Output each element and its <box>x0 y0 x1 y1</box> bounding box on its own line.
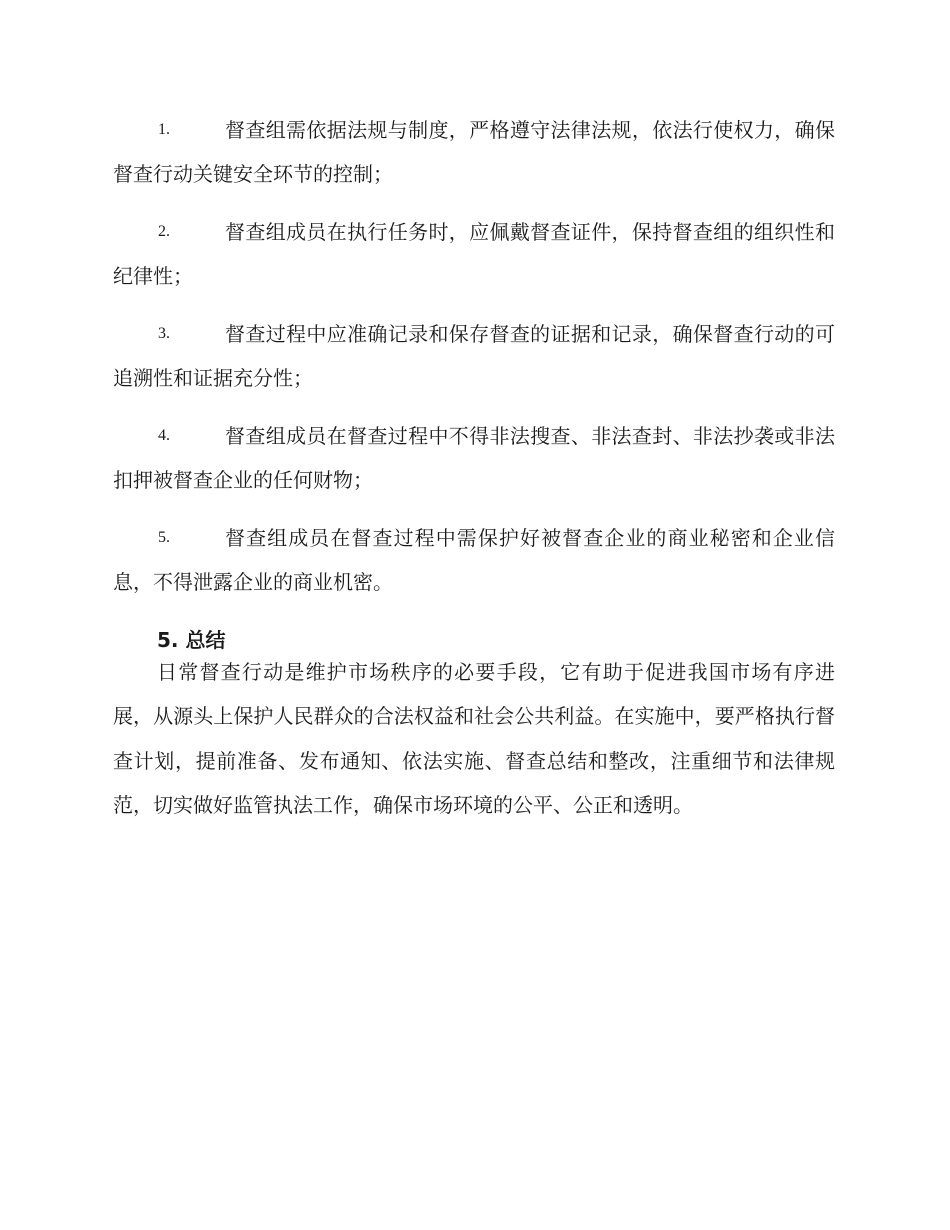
list-item <box>113 414 835 502</box>
list-item-text: 督查组成员在督查过程中需保护好被督查企业的商业秘密和企业信息，不得泄露企业的商业机密。 <box>113 526 835 594</box>
list-item-text: 督查组需依据法规与制度，严格遵守法律法规，依法行使权力，确保督查行动关键安全环节的控制； <box>113 118 835 186</box>
list-item <box>113 312 835 400</box>
list-item-number: 1. <box>158 121 170 138</box>
list-item <box>113 210 835 298</box>
list-item-text: 督查过程中应准确记录和保存督查的证据和记录，确保督查行动的可追溯性和证据充分性； <box>113 322 835 390</box>
list-item-number: 4. <box>158 427 170 444</box>
list-item <box>113 516 835 604</box>
list-item-number: 2. <box>158 223 170 240</box>
section-heading: 5. 总结 <box>157 628 226 652</box>
list-item-number: 3. <box>158 325 170 342</box>
list-item-text: 督查组成员在执行任务时，应佩戴督查证件，保持督查组的组织性和纪律性； <box>113 220 835 288</box>
list-item <box>113 108 835 196</box>
summary-paragraph: 日常督查行动是维护市场秩序的必要手段，它有助于促进我国市场有序进展，从源头上保护人民群众的合法权益和社会公共利益。在实施中，要严格执行督查计划，提前准备、发布通知、依法实施、督查总结和整改，注重细节和法律规范，切实做好监管执法工作，确保市场环境的公平、公正和透明。 <box>113 660 835 817</box>
list-item-number: 5. <box>158 529 170 546</box>
list-item-text: 督查组成员在督查过程中不得非法搜查、非法查封、非法抄袭或非法扣押被督查企业的任何财物； <box>113 424 835 492</box>
